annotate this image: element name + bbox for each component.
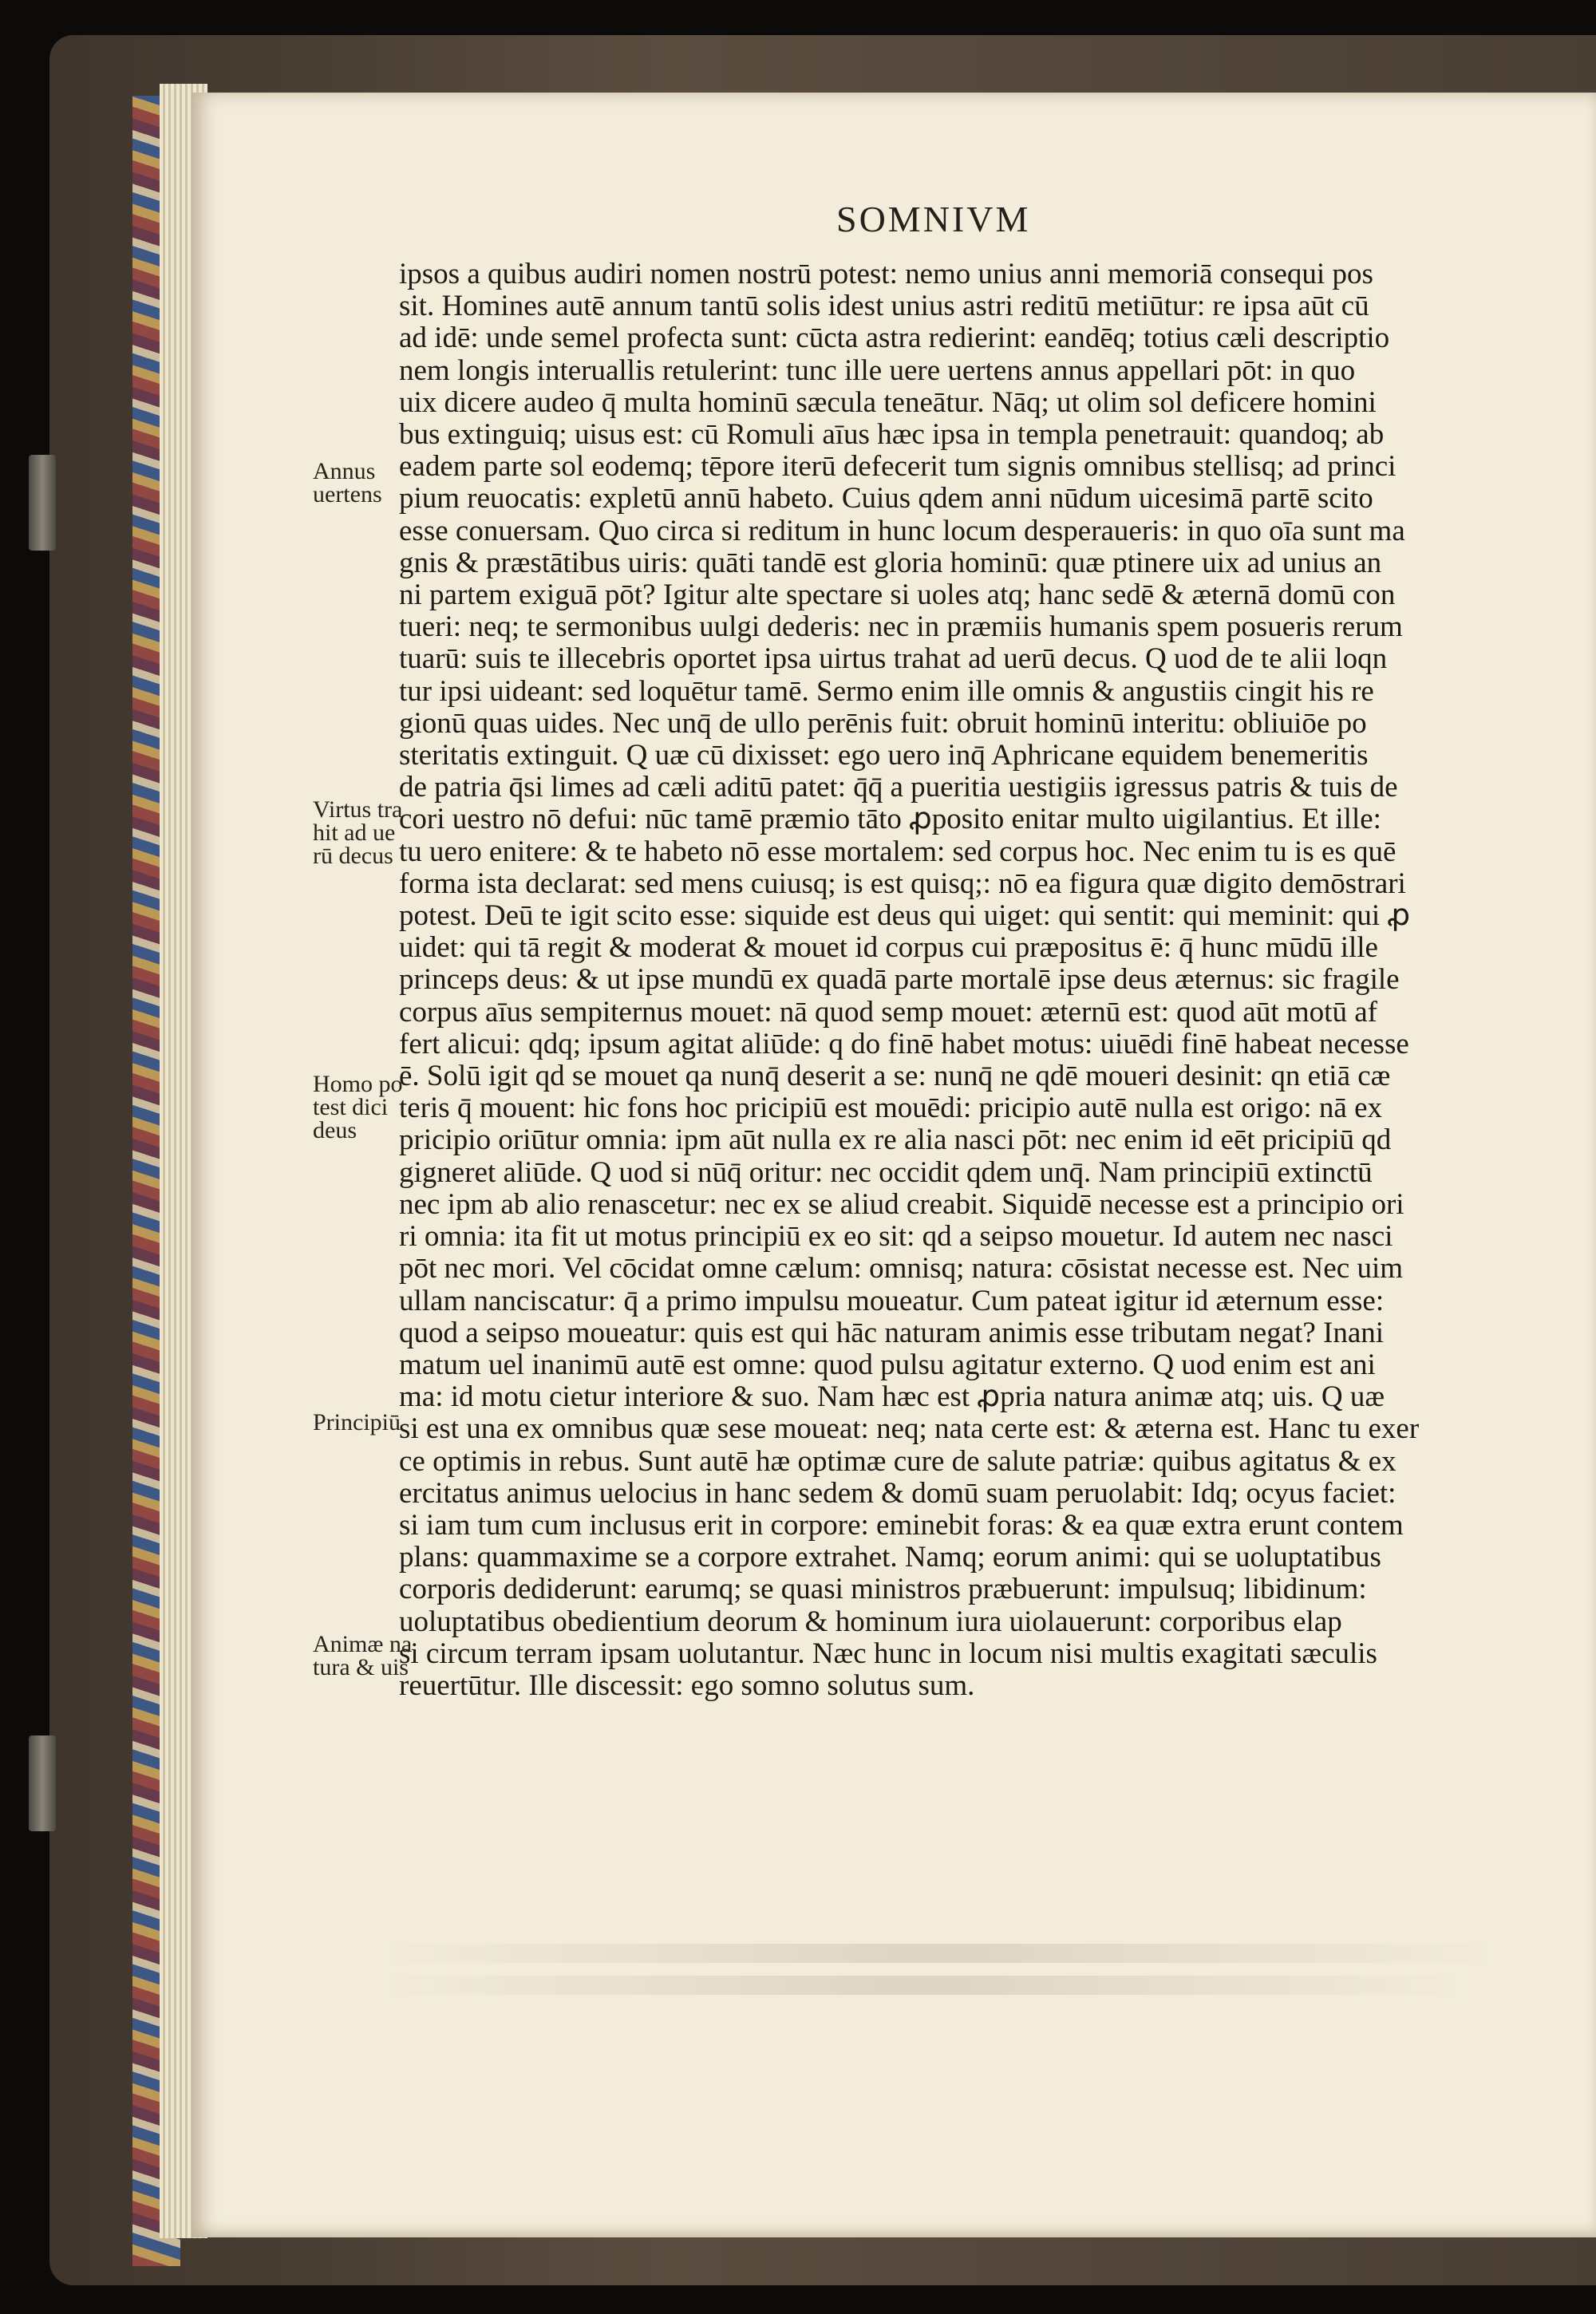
text-line: eadem parte sol eodemq; tēpore iterū defecerit tum signis omnibus stellisq; ad princi xyxy=(399,451,1396,484)
text-line: tur ipsi uideant: sed loquētur tamē. Sermo enim ille omnis & angustiis cingit his re xyxy=(399,675,1374,708)
clasp-hinge-bottom xyxy=(29,1736,56,1831)
show-through-line xyxy=(375,1944,1500,1963)
margin-note-virtus xyxy=(313,798,433,867)
text-line: corporis dediderunt: earumq; se quasi ministros præbuerunt: impulsuq; libidinum: xyxy=(399,1574,1367,1606)
text-line: corpus aīus sempiternus mouet: nā quod semp mouet: æternū est: quod aūt motū af xyxy=(399,996,1377,1029)
text-line: nem longis interuallis retulerint: tunc ille uere uertens annus appellari pōt: in quo xyxy=(399,354,1356,387)
text-line: uoluptatibus obedientium deorum & hominum iura uiolauerunt: corporibus elap xyxy=(399,1605,1342,1638)
text-line: nec ipm ab alio renascetur: nec ex se aliud creabit. Siquidē necesse est a principio ori xyxy=(399,1188,1404,1221)
text-line: princeps deus: & ut ipse mundū ex quadā parte mortalē ipse deus æternus: sic fragile xyxy=(399,964,1400,997)
margin-note-line: Animæ na xyxy=(313,1631,413,1657)
text-line: bus extinguiq; uisus est: cū Romuli aīus hæc ipsa in templa penetrauit: quandoq; ab xyxy=(399,419,1385,452)
margin-note-line: Homo po xyxy=(313,1071,403,1097)
margin-note-animae xyxy=(313,1633,433,1679)
body-text xyxy=(313,259,1596,1702)
text-line: ipsos a quibus audiri nomen nostrū potest: nemo unius anni memoriā consequi pos xyxy=(399,259,1373,290)
show-through-line xyxy=(375,1976,1468,1995)
margin-note-line: rū decus xyxy=(313,843,393,869)
text-line: quod a seipso moueatur: quis est qui hāc naturam animis esse tributam negat? Inani xyxy=(399,1317,1385,1349)
text-line: tuarū: suis te illecebris oportet ipsa uirtus trahat ad uerū decus. Q uod de te alii loqn xyxy=(399,643,1388,676)
margin-note-homo xyxy=(313,1072,433,1142)
margin-note-line: tura & uis xyxy=(313,1654,409,1680)
text-line: uix dicere audeo q̄ multa hominū sæcula teneātur. Nāq; ut olim sol deficere homini xyxy=(399,386,1377,419)
text-line: gigneret aliūde. Q uod si nūq̄ oritur: nec occidit qdem unq̄. Nam principiū extinctū xyxy=(399,1156,1373,1189)
margin-note-principium xyxy=(313,1411,433,1434)
book-page xyxy=(192,93,1596,2237)
text-line: ē. Solū igit qd se mouet qa nunq̄ deserit a se: nunq̄ ne qdē moueri desinit: qn etiā cæ xyxy=(399,1060,1391,1093)
text-line: sit. Homines autē annum tantū solis idest unius astri reditū metiūtur: re ipsa aūt cū xyxy=(399,290,1369,323)
text-line: pōt nec mori. Vel cōcidat omne cælum: omnisq; natura: cōsistat necesse est. Nec uim xyxy=(399,1253,1404,1285)
text-line: ullam nanciscatur: q̄ a primo impulsu moueatur. Cum pateat igitur id æternum esse: xyxy=(399,1285,1385,1317)
margin-note-line: deus xyxy=(313,1117,357,1143)
text-line: esse conuersam. Quo circa si reditum in hunc locum desperaueris: in quo oīa sunt ma xyxy=(399,515,1405,547)
text-line: si iam tum cum inclusus erit in corpore: eminebit foras: & ea quæ extra erunt contem xyxy=(399,1509,1404,1542)
clasp-hinge-top xyxy=(29,455,56,551)
text-line: fert alicui: qdq; ipsum agitat aliūde: q do finē habet motus: uiuēdi finē habeat necesse xyxy=(399,1028,1409,1060)
text-line: ri omnia: ita fit ut motus principiū ex eo sit: qd a seipso mouetur. Id autem nec nasci xyxy=(399,1221,1393,1254)
text-line: reuertūtur. Ille discessit: ego somno solutus sum. xyxy=(399,1669,975,1702)
text-line: cori uestro nō defui: nūc tamē præmio tāto ꝓposito enitar multo uigilantius. Et ille: xyxy=(399,804,1381,836)
text-line: pium reuocatis: expletū annū habeto. Cuius qdem anni nūdum uicesimā partē scito xyxy=(399,483,1373,515)
margin-note-line: Virtus tra xyxy=(313,796,403,823)
text-line: de patria q̄si limes ad cæli aditū patet: q̄q̄ a pueritia uestigiis igressus patris & tuis de xyxy=(399,772,1398,804)
text-line: pricipio oriūtur omnia: ipm aūt nulla ex re alia nasci pōt: nec enim id eēt pricipiū qd xyxy=(399,1124,1392,1157)
margin-note-line: Annus xyxy=(313,458,376,484)
text-line: si circum terram ipsam uolutantur. Næc hunc in locum nisi multis exagitati sæculis xyxy=(399,1637,1377,1670)
running-head: SOMNIVM xyxy=(836,199,1031,239)
text-line: ercitatus animus uelocius in hanc sedem & domū suam peruolabit: Idq; ocyus faciet: xyxy=(399,1477,1396,1510)
margin-note-line: Principiū xyxy=(313,1409,401,1435)
text-line: teris q̄ mouent: hic fons hoc pricipiū est mouēdi: pricipio autē nulla est origo: nā ex xyxy=(399,1092,1383,1125)
text-line: potest. Deū te igit scito esse: siquide est deus qui uiget: qui sentit: qui meminit: qui ꝓ xyxy=(399,900,1410,933)
text-line: ad idē: unde semel profecta sunt: cūcta astra redierint: eandēq; totius cæli descriptio xyxy=(399,322,1390,355)
text-line: steritatis extinguit. Q uæ cū dixisset: ego uero inq̄ Aphricane equidem benemeritis xyxy=(399,740,1369,772)
text-line: tu uero enitere: & te habeto nō esse mortalem: sed corpus hoc. Nec enim tu is es quē xyxy=(399,835,1396,868)
text-line: uidet: qui tā regit & moderat & mouet id corpus cui præpositus ē: q̄ hunc mūdū ille xyxy=(399,932,1378,965)
text-line: gnis & præstātibus uiris: quāti tandē est gloria hominū: quæ ptinere uix ad unius an xyxy=(399,547,1382,579)
text-line: matum uel inanimū autē est omne: quod pulsu agitatur externo. Q uod enim est ani xyxy=(399,1349,1376,1381)
margin-note-line: uertens xyxy=(313,481,382,507)
margin-note-line: test dici xyxy=(313,1094,389,1120)
margin-note-line: hit ad ue xyxy=(313,819,396,846)
text-line: ni partem exiguā pōt? Igitur alte spectare si uoles atq; hanc sedē & æternā domū con xyxy=(399,579,1396,612)
text-line: gionū quas uides. Nec unq̄ de ullo perēnis fuit: obruit hominū interitu: obliuiōe po xyxy=(399,707,1367,740)
text-line: forma ista declarat: sed mens cuiusq; is est quisq;: nō ea figura quæ digito demōstrari xyxy=(399,867,1406,900)
text-line: tueri: neq; te sermonibus uulgi dederis: nec in præmiis humanis spem posueris rerum xyxy=(399,611,1403,644)
text-line: si est una ex omnibus quæ sese moueat: neq; nata certe est: & æterna est. Hanc tu exer xyxy=(399,1413,1420,1446)
margin-note-annus xyxy=(313,460,433,506)
text-line: ce optimis in rebus. Sunt autē hæ optimæ cure de salute patriæ: quibus agitatus & ex xyxy=(399,1445,1396,1478)
text-line: ma: id motu cietur interiore & suo. Nam hæc est ꝓpria natura animæ atq; uis. Q uæ xyxy=(399,1381,1385,1414)
text-line: plans: quammaxime se a corpore extrahet. Namq; eorum animi: qui se uoluptatibus xyxy=(399,1542,1381,1574)
